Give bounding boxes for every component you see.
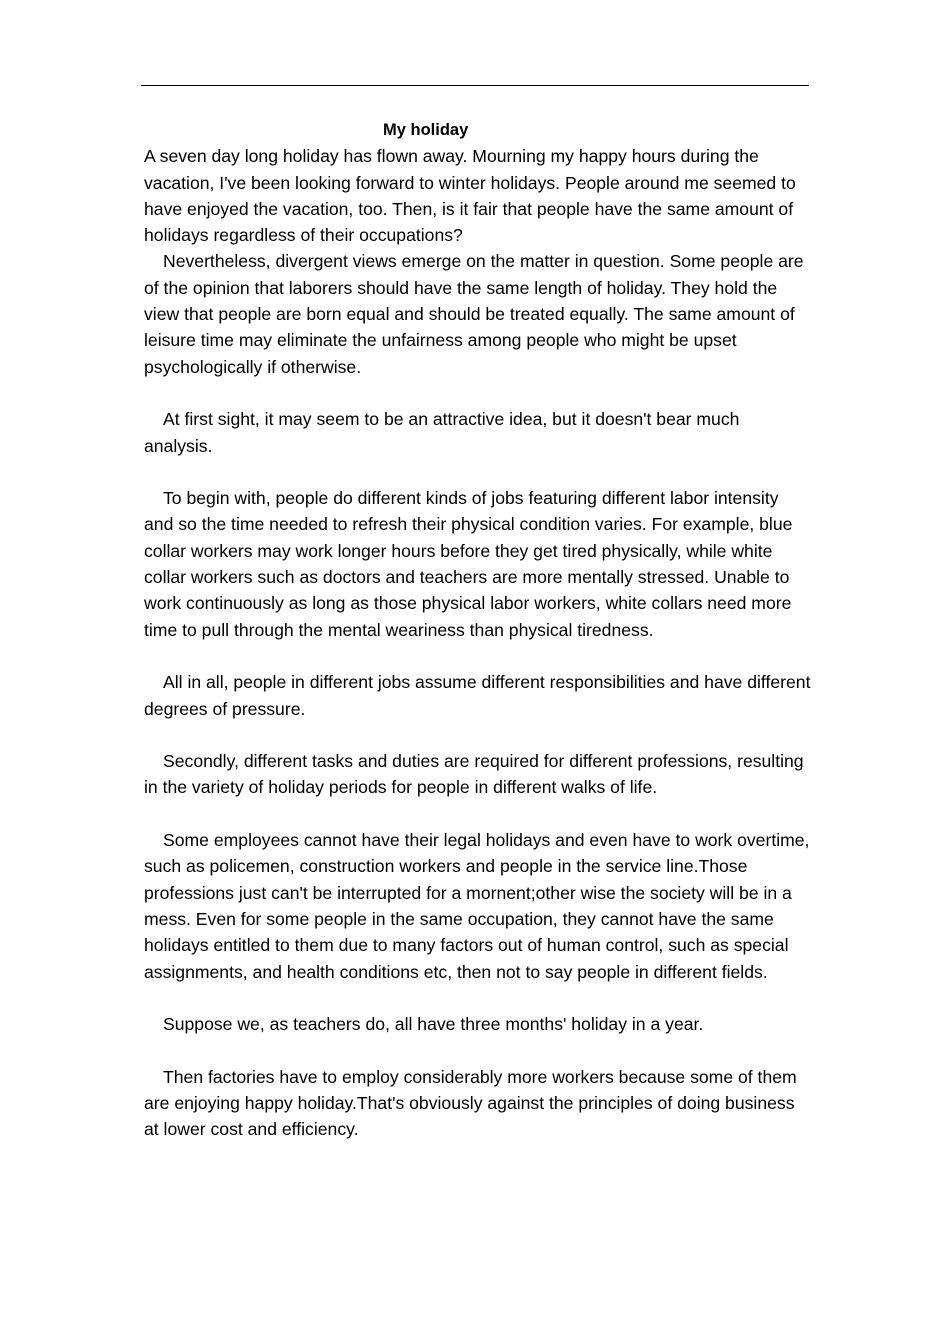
document-title: My holiday [383, 121, 469, 139]
paragraph-employees: Some employees cannot have their legal holidays and even have to work overtime, such as policemen, construction workers and people in the service line.Those professions just can't be interrupted for a mornent;other wise the society will be in a mess. Even for some people in the same occupation, they cannot have the same holidays entitled to them due to many factors out of human control, such as special assignments, and health conditions etc, then not to say people in different fields. [144, 830, 810, 982]
paragraph-labor-intensity: To begin with, people do different kinds of jobs featuring different labor intensity and so the time needed to refresh their physical condition varies. For example, blue collar workers may work longer hours before they get tired physically, while white collar workers such as doctors and teachers are more mentally stressed. Unable to work continuously as long as those physical labor workers, white collars need more time to pull through the mental weariness than physical tiredness. [144, 488, 793, 640]
document-body [144, 117, 812, 1143]
paragraph-first-sight: At first sight, it may seem to be an attractive idea, but it doesn't bear much analysis. [144, 409, 740, 456]
paragraph-opposing-view: Nevertheless, divergent views emerge on the matter in question. Some people are of the opinion that laborers should have the same length of holiday. They hold the view that people are born equal and should be treated equally. The same amount of leisure time may eliminate the unfairness among people who might be upset psychologically if otherwise. [144, 251, 804, 377]
header-rule [141, 85, 809, 86]
paragraph-all-in-all: All in all, people in different jobs assume different responsibilities and have different degrees of pressure. [144, 672, 811, 719]
paragraph-intro: A seven day long holiday has flown away. Mourning my happy hours during the vacation, I've been looking forward to winter holidays. People around me seemed to have enjoyed the vacation, too. Then, is it fair that people have the same amount of holidays regardless of their occupations? [144, 146, 796, 246]
paragraph-secondly: Secondly, different tasks and duties are required for different professions, resulting in the variety of holiday periods for people in different walks of life. [144, 751, 804, 798]
paragraph-factories: Then factories have to employ considerably more workers because some of them are enjoying happy holiday.That's obviously against the principles of doing business at lower cost and efficiency. [144, 1066, 797, 1140]
paragraph-suppose: Suppose we, as teachers do, all have three months' holiday in a year. [163, 1014, 704, 1035]
